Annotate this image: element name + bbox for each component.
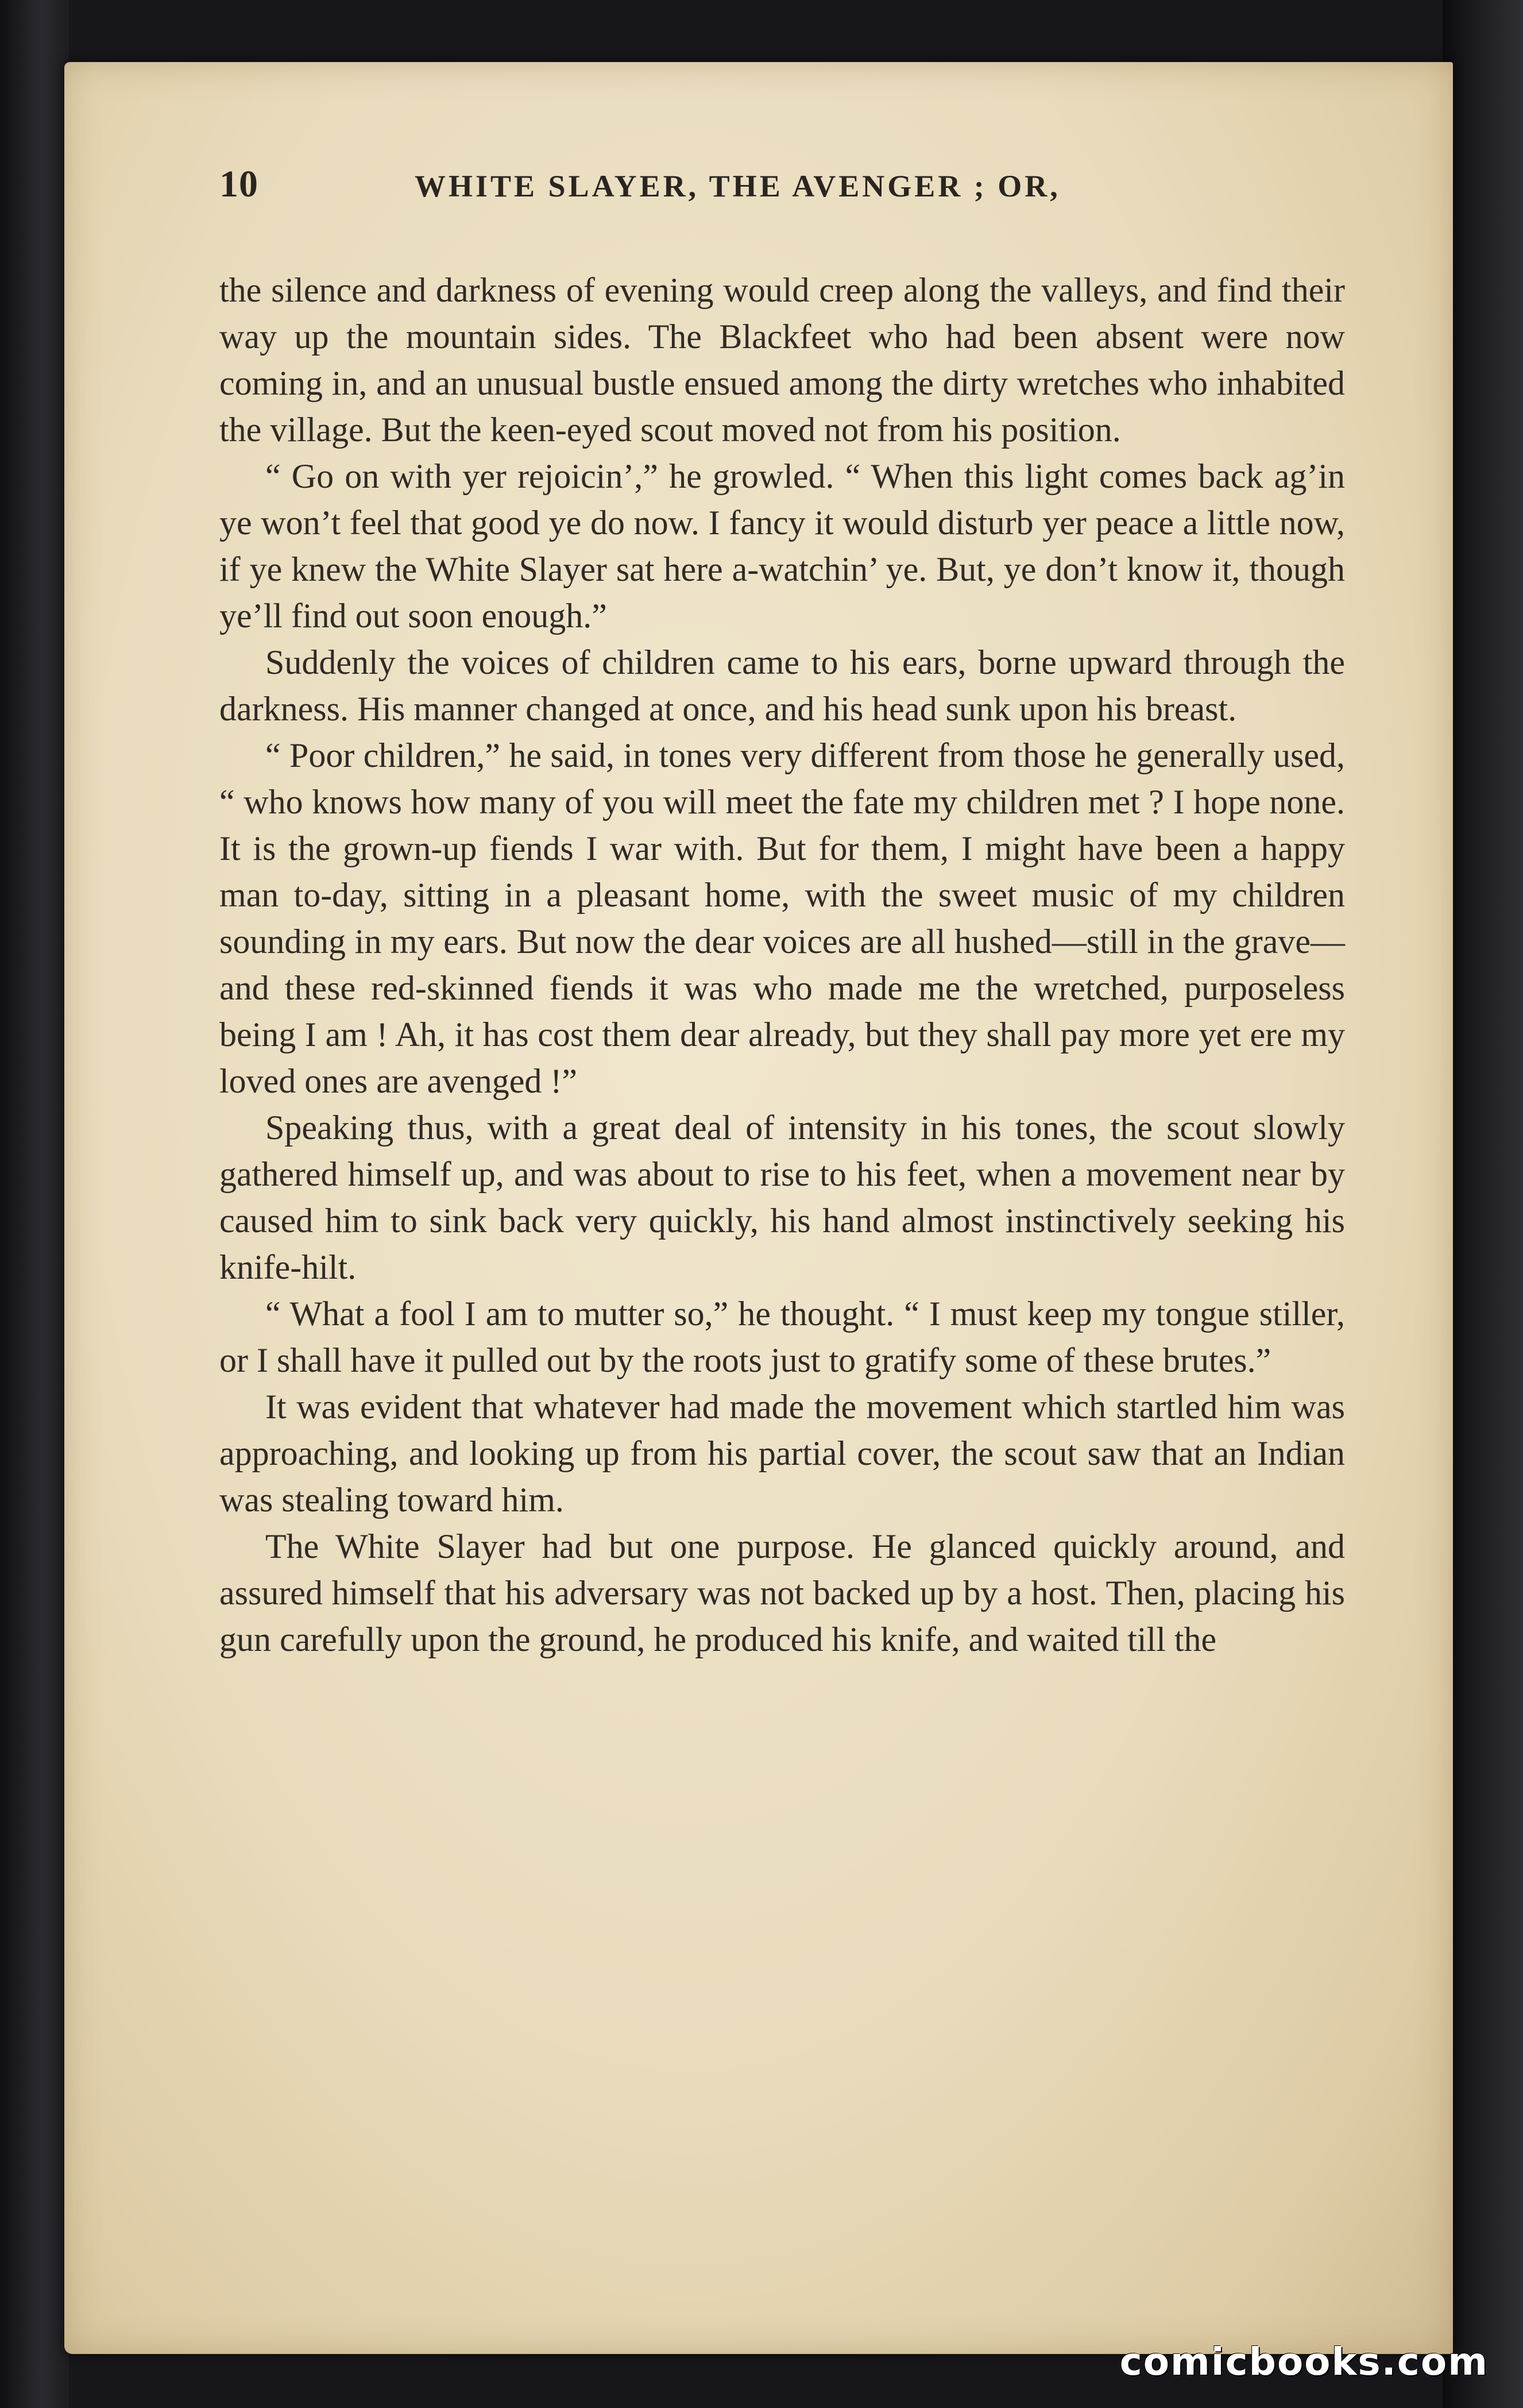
paragraph: “ Go on with yer rejoicin’,” he growled. “ When this light comes back ag’in ye won’t feel that good ye do now. I fancy it would disturb yer peace a little now, if ye knew the White Slayer sat here a-watchin’ ye. But, ye don’t know it, though ye’ll find out soon enough.”	[219, 457, 1345, 635]
paragraph: “ Poor children,” he said, in tones very different from those he generally used, “ who knows how many of you will meet the fate my children met ? I hope none. It is the grown-up fiends I war with. But for them, I might have been a happy man to-day, sitting in a pleasant home, with the sweet music of my children sounding in my ears. But now the dear voices are all hushed—still in the grave—and these red-skinned fiends it was who made me the wretched, purposeless being I am ! Ah, it has cost them dear already, but they shall pay more yet ere my loved ones are avenged !”	[219, 736, 1345, 1100]
book-page	[64, 62, 1453, 2354]
paragraph: Speaking thus, with a great deal of intensity in his tones, the scout slowly gathered himself up, and was about to rise to his feet, when a movement near by caused him to sink back very quickly, his hand almost instinctively seeking his knife-hilt.	[219, 1109, 1345, 1286]
page-content	[219, 163, 1345, 1663]
paragraph: It was evident that whatever had made the movement which startled him was approaching, and looking up from his partial cover, the scout saw that an Indian was stealing toward him.	[219, 1388, 1345, 1519]
book-binding-left	[0, 0, 69, 2408]
book-binding-right	[1443, 0, 1523, 2408]
paragraph: the silence and darkness of evening would creep along the valleys, and find their way up the mountain sides. The Blackfeet who had been absent were now coming in, and an unusual bustle ensued among the dirty wretches who inhabited the village. But the keen-eyed scout moved not from his position.	[219, 271, 1345, 449]
site-watermark: comicbooks.com	[1119, 2340, 1489, 2384]
running-head-title: WHITE SLAYER, THE AVENGER ; OR,	[415, 169, 1061, 203]
paragraph: “ What a fool I am to mutter so,” he thought. “ I must keep my tongue stiller, or I shall have it pulled out by the roots just to gratify some of these brutes.”	[219, 1295, 1345, 1379]
page-number: 10	[219, 163, 258, 205]
paragraph: The White Slayer had but one purpose. He glanced quickly around, and assured himself that his adversary was not backed up by a host. Then, placing his gun carefully upon the ground, he produced his knife, and waited till the	[219, 1527, 1345, 1658]
running-head	[219, 163, 1345, 231]
body-text	[219, 267, 1345, 1663]
paragraph: Suddenly the voices of children came to his ears, borne upward through the darkness. His manner changed at once, and his head sunk upon his breast.	[219, 643, 1345, 728]
